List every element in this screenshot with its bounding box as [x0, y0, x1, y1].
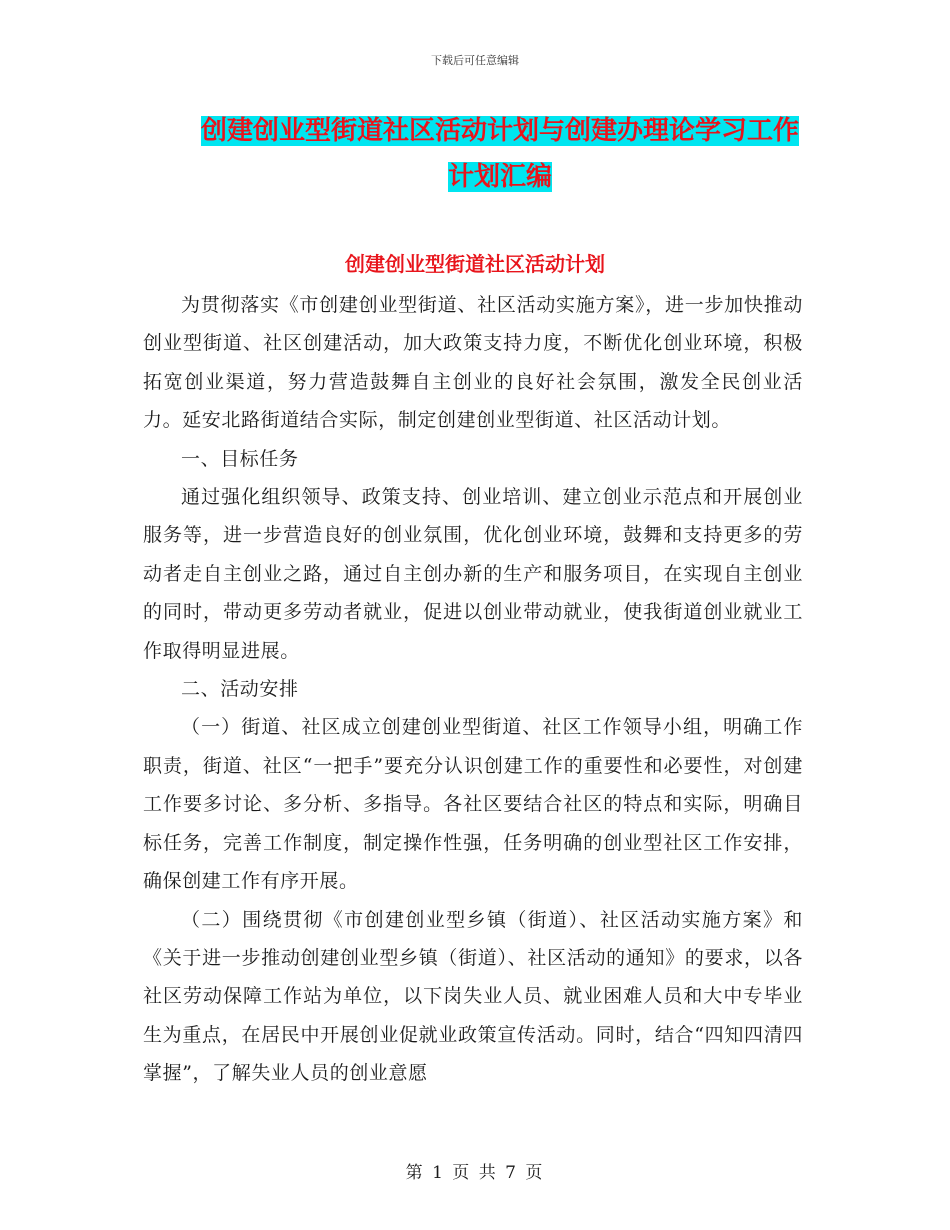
heading-activities: 二、活动安排 — [181, 678, 299, 701]
document-title — [140, 108, 860, 200]
paragraph-intro: 为贯彻落实《市创建创业型街道、社区活动实施方案》，进一步加快推动创业型街道、社区创建活动，加大政策支持力度，不断优化创业环境，积极拓宽创业渠道，努力营造鼓舞自主创业的良好社会氛围，激发全民创业活力。延安北路街道结合实际，制定创建创业型街道、社区活动计划。 — [143, 294, 803, 432]
document-body — [143, 286, 803, 1093]
paragraph-activity-1: （一）街道、社区成立创建创业型街道、社区工作领导小组，明确工作职责，街道、社区“一把手”要充分认识创建工作的重要性和必要性，对创建工作要多讨论、多分析、多指导。各社区要结合社区的特点和实际，明确目标任务，完善工作制度，制定操作性强，任务明确的创业型社区工作安排，确保创建工作有序开展。 — [143, 716, 803, 893]
section-title: 创建创业型街道社区活动计划 — [345, 252, 605, 276]
document-title-line-1: 创建创业型街道社区活动计划与创建办理论学习工作 — [200, 116, 799, 146]
page-number: 第 1 页 共 7 页 — [405, 1163, 545, 1183]
document-title-line-2: 计划汇编 — [447, 162, 552, 192]
header-note: 下载后可任意编辑 — [431, 54, 519, 67]
heading-goals: 一、目标任务 — [181, 447, 299, 470]
paragraph-goals: 通过强化组织领导、政策支持、创业培训、建立创业示范点和开展创业服务等，进一步营造良好的创业氛围，优化创业环境，鼓舞和支持更多的劳动者走自主创业之路，通过自主创办新的生产和服务项目，在实现自主创业的同时，带动更多劳动者就业，促进以创业带动就业，使我街道创业就业工作取得明显进展。 — [143, 486, 803, 662]
paragraph-activity-2: （二）围绕贯彻《市创建创业型乡镇（街道）、社区活动实施方案》和《关于进一步推动创建创业型乡镇（街道）、社区活动的通知》的要求，以各社区劳动保障工作站为单位，以下岗失业人员、就业困难人员和大中专毕业生为重点，在居民中开展创业促就业政策宣传活动。同时，结合“四知四清四掌握”，了解失业人员的创业意愿 — [143, 908, 803, 1085]
